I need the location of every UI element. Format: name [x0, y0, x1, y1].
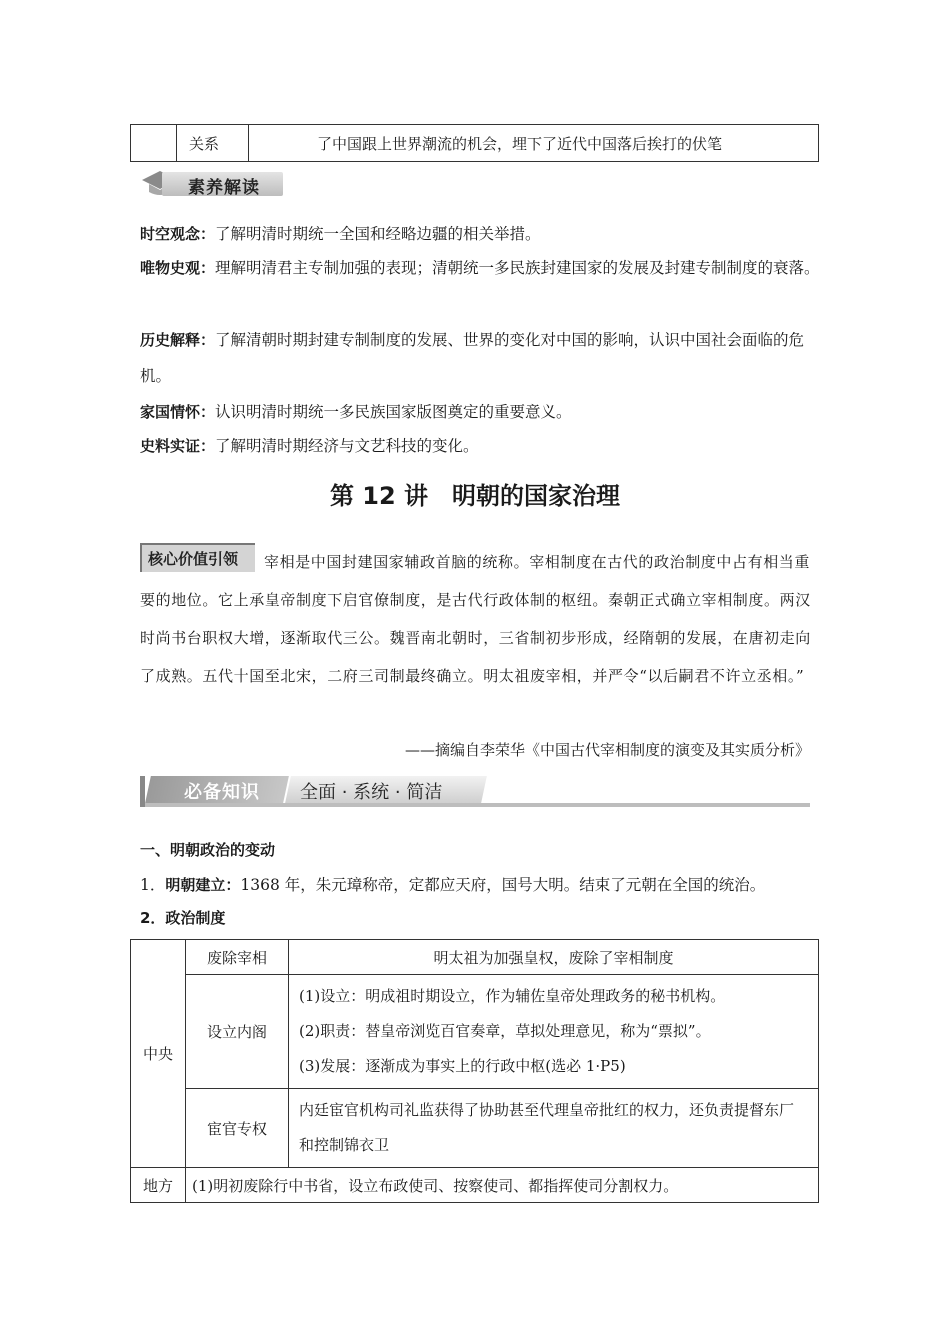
section-item-2 — [140, 907, 225, 928]
suyang-item-key: 唯物史观： — [140, 259, 216, 277]
table-row-content: 内廷宦官机构司礼监获得了协助甚至代理皇帝批红的权力，还负责提督东厂和控制锦衣卫 — [289, 1089, 819, 1168]
suyang-banner — [140, 168, 283, 198]
suyang-item — [140, 250, 820, 286]
section-heading-text: 一、明朝政治的变动 — [140, 841, 276, 859]
table-row-label: 废除宰相 — [186, 940, 289, 975]
table-row-label: 设立内阁 — [186, 975, 289, 1089]
suyang-item-text: 了解明清时期统一全国和经略边疆的相关举措。 — [215, 225, 541, 243]
suyang-item — [140, 394, 820, 430]
lecture-title: 第 12 讲 明朝的国家治理 — [329, 482, 621, 510]
core-value-source: ——摘编自李荣华《中国古代宰相制度的演变及其实质分析》 — [404, 741, 810, 759]
suyang-item — [140, 322, 820, 394]
top-table-content-cell: 了中国跟上世界潮流的机会，埋下了近代中国落后挨打的伏笔 — [249, 125, 819, 162]
table-central-cell: 中央 — [131, 940, 186, 1168]
knowledge-bar — [140, 776, 810, 807]
section-item-1 — [140, 873, 765, 895]
table-row-content — [289, 975, 819, 1089]
table-local-content: (1)明初废除行中书省，设立布政使司、按察使司、都指挥使司分割权力。 — [186, 1168, 819, 1203]
suyang-item-key: 历史解释： — [140, 331, 216, 349]
table-row-line: (3)发展：逐渐成为事实上的行政中枢(选必 1·P5) — [299, 1057, 626, 1075]
core-value-text: 宰相是中国封建国家辅政首脑的统称。宰相制度在古代的政治制度中占有相当重要的地位。它上承皇帝制度下启官僚制度，是古代行政体制的枢纽。秦朝正式确立宰相制度。两汉时尚书台职权大增，逐渐取代三公。魏晋南北朝时，三省制初步形成，经隋朝的发展，在唐初走向了成熟。五代十国至北宋，二府三司制最终确立。明太祖废宰相，并严令“以后嗣君不许立丞相。” — [140, 553, 811, 685]
table-local-cell: 地方 — [131, 1168, 186, 1203]
top-table-empty-cell — [131, 125, 177, 162]
knowledge-bar-label-1: 必备知识 — [184, 782, 260, 803]
suyang-item-text: 了解清朝时期封建专制制度的发展、世界的变化对中国的影响，认识中国社会面临的危机。 — [140, 331, 805, 385]
core-value-badge-label: 核心价值引领 — [148, 550, 239, 568]
section-item-text: 1368 年，朱元璋称帝，定都应天府，国号大明。结束了元朝在全国的统治。 — [240, 876, 766, 894]
section-item-key: 明朝建立： — [165, 876, 241, 894]
core-value-badge — [140, 543, 255, 572]
table-row-line: (2)职责：替皇帝浏览百官奏章，草拟处理意见，称为“票拟”。 — [299, 1022, 711, 1040]
section-heading — [140, 839, 275, 860]
suyang-banner-label: 素养解读 — [188, 178, 260, 198]
suyang-item — [140, 428, 820, 464]
suyang-item-text: 理解明清君主专制加强的表现；清朝统一多民族封建国家的发展及封建专制制度的衰落。 — [215, 259, 820, 277]
knowledge-bar-label-2: 全面 · 系统 · 简洁 — [300, 782, 443, 803]
suyang-item-text: 认识明清时期统一多民族国家版图奠定的重要意义。 — [215, 403, 572, 421]
suyang-item — [140, 216, 820, 252]
suyang-item-key: 史料实证： — [140, 437, 216, 455]
section-item-number: 1． — [140, 876, 166, 894]
politics-table — [130, 939, 819, 1203]
top-table-label-cell: 关系 — [177, 125, 249, 162]
suyang-item-key: 时空观念： — [140, 225, 216, 243]
suyang-item-key: 家国情怀： — [140, 403, 216, 421]
table-row-content: 明太祖为加强皇权，废除了宰相制度 — [289, 940, 819, 975]
top-table — [130, 124, 819, 162]
table-row-line: (1)设立：明成祖时期设立，作为辅佐皇帝处理政务的秘书机构。 — [299, 987, 726, 1005]
section-item-text: 2．政治制度 — [140, 909, 226, 927]
suyang-item-text: 了解明清时期经济与文艺科技的变化。 — [215, 437, 479, 455]
table-row-label: 宦官专权 — [186, 1089, 289, 1168]
